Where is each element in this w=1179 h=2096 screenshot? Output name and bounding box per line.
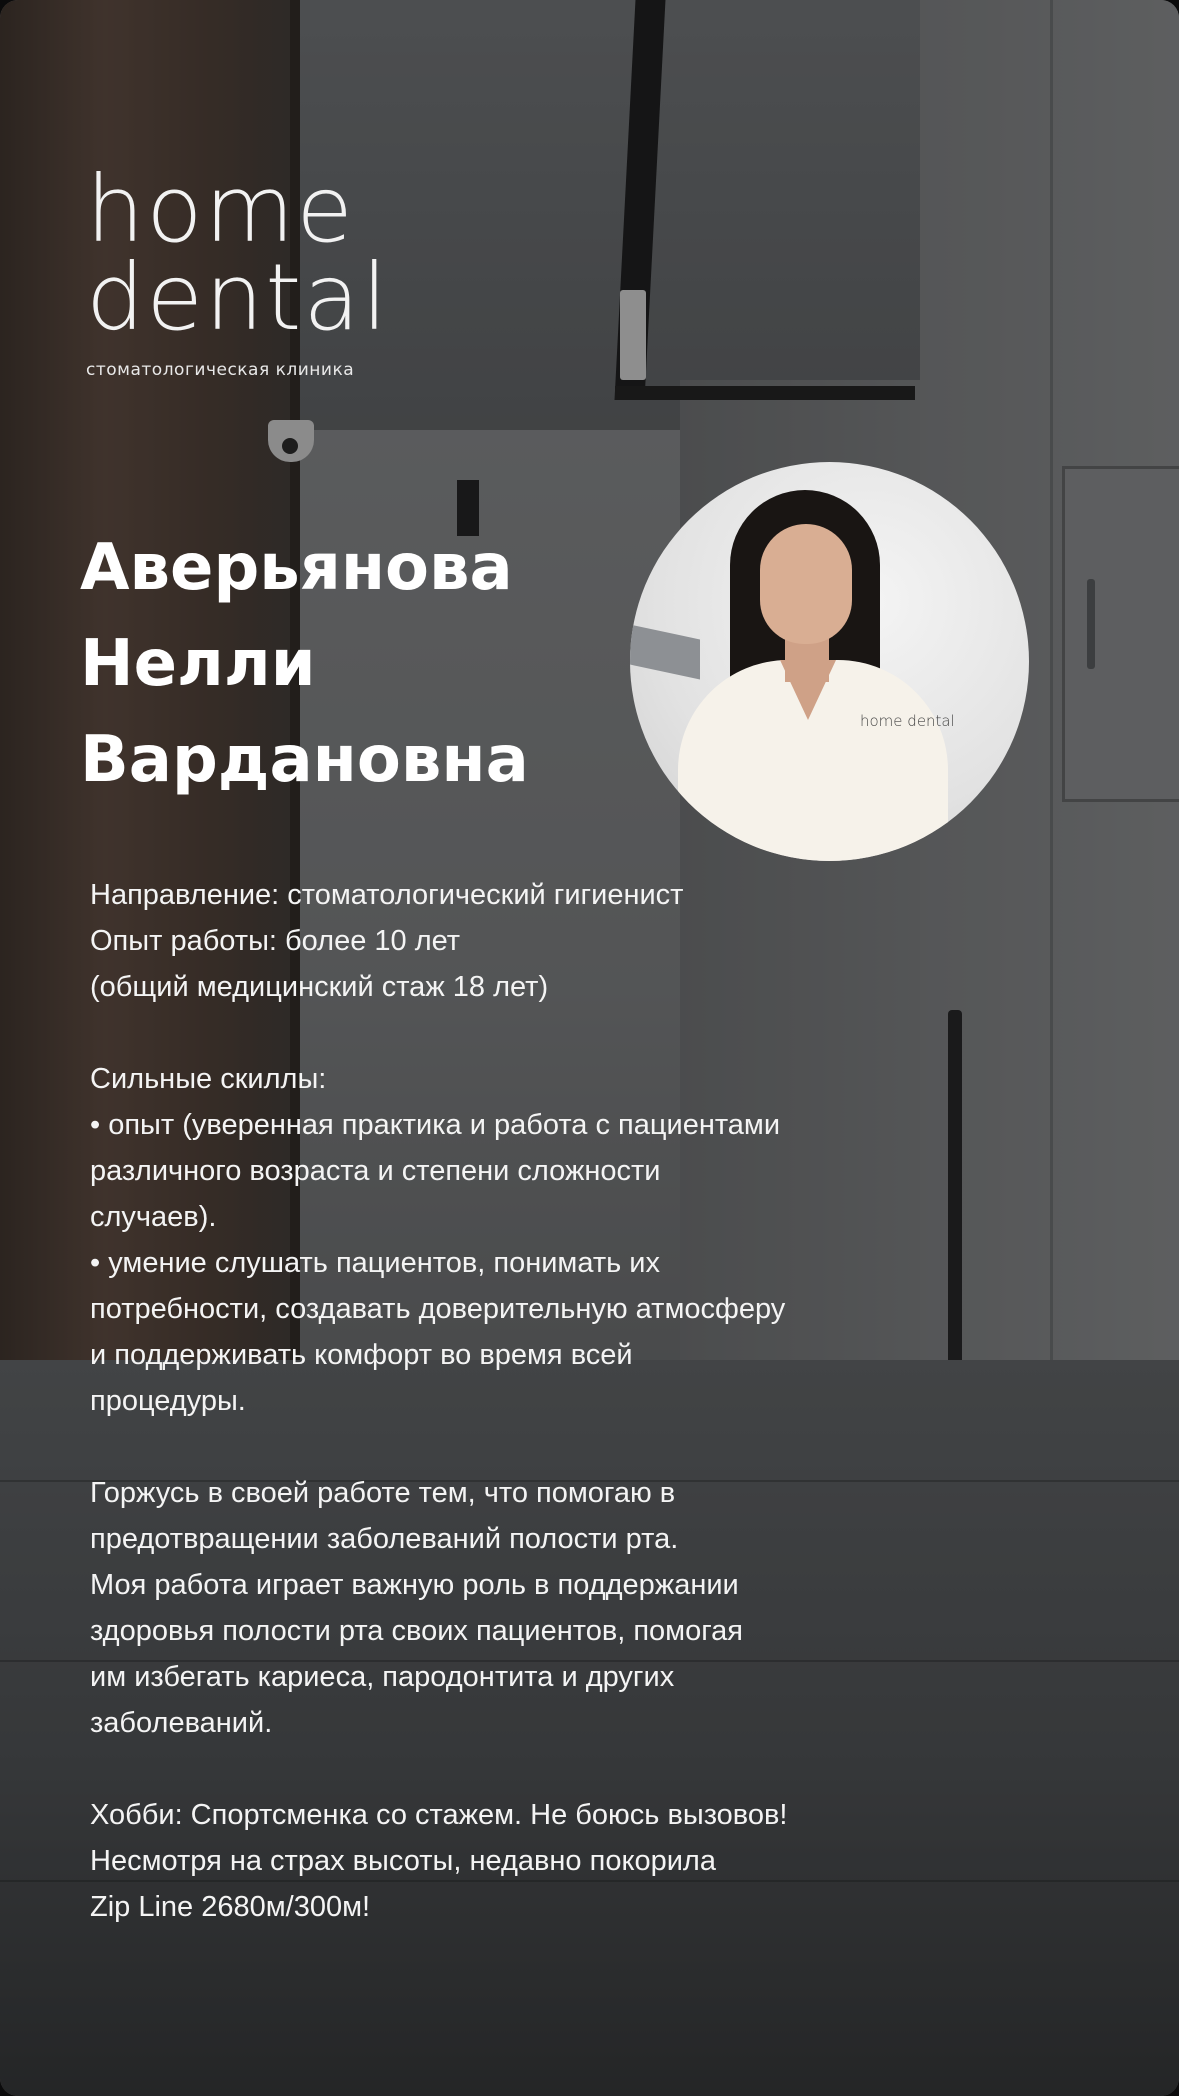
paragraph-gap (90, 1424, 950, 1470)
info-line: потребности, создавать доверительную атмосферу (90, 1293, 786, 1325)
info-line: Направление: стоматологический гигиенист (90, 879, 684, 911)
info-line: • опыт (уверенная практика и работа с пациентами (90, 1109, 781, 1141)
doctor-surname: Аверьянова (80, 531, 513, 605)
info-line: Моя работа играет важную роль в поддержании (90, 1569, 739, 1601)
clinic-logo (86, 156, 390, 380)
photo-vneck (780, 660, 836, 720)
doctor-info (90, 872, 950, 1930)
info-line: различного возраста и степени сложности (90, 1155, 661, 1187)
info-line: (общий медицинский стаж 18 лет) (90, 971, 549, 1003)
info-line: процедуры. (90, 1385, 246, 1417)
info-line: здоровья полости рта своих пациентов, помогая (90, 1615, 744, 1647)
logo-line-2: dental (86, 244, 390, 351)
doctor-name (80, 520, 529, 808)
info-line: им избегать кариеса, пародонтита и других (90, 1661, 675, 1693)
info-line: Несмотря на страх высоты, недавно покорила (90, 1845, 716, 1877)
info-line: • умение слушать пациентов, понимать их (90, 1247, 660, 1279)
info-line: Хобби: Спортсменка со стажем. Не боюсь вызовов! (90, 1799, 788, 1831)
uniform-logo: home dental (860, 712, 955, 730)
info-line: предотвращении заболеваний полости рта. (90, 1523, 679, 1555)
dental-equipment (630, 625, 700, 680)
info-line: заболеваний. (90, 1707, 273, 1739)
info-line: Горжусь в своей работе тем, что помогаю в (90, 1477, 676, 1509)
logo-tagline: стоматологическая клиника (86, 360, 355, 380)
info-line: Сильные скиллы: (90, 1063, 327, 1095)
doctor-first-name: Нелли (80, 627, 316, 701)
photo-face (760, 524, 852, 644)
paragraph-gap (90, 1010, 950, 1056)
doctor-photo (630, 462, 1029, 861)
paragraph-gap (90, 1746, 950, 1792)
doctor-patronymic: Вардановна (80, 723, 529, 797)
info-line: Zip Line 2680м/300м! (90, 1891, 371, 1923)
logo-line-1: home (86, 156, 355, 263)
info-line: случаев). (90, 1201, 217, 1233)
info-line: Опыт работы: более 10 лет (90, 925, 461, 957)
info-line: и поддерживать комфорт во время всей (90, 1339, 633, 1371)
